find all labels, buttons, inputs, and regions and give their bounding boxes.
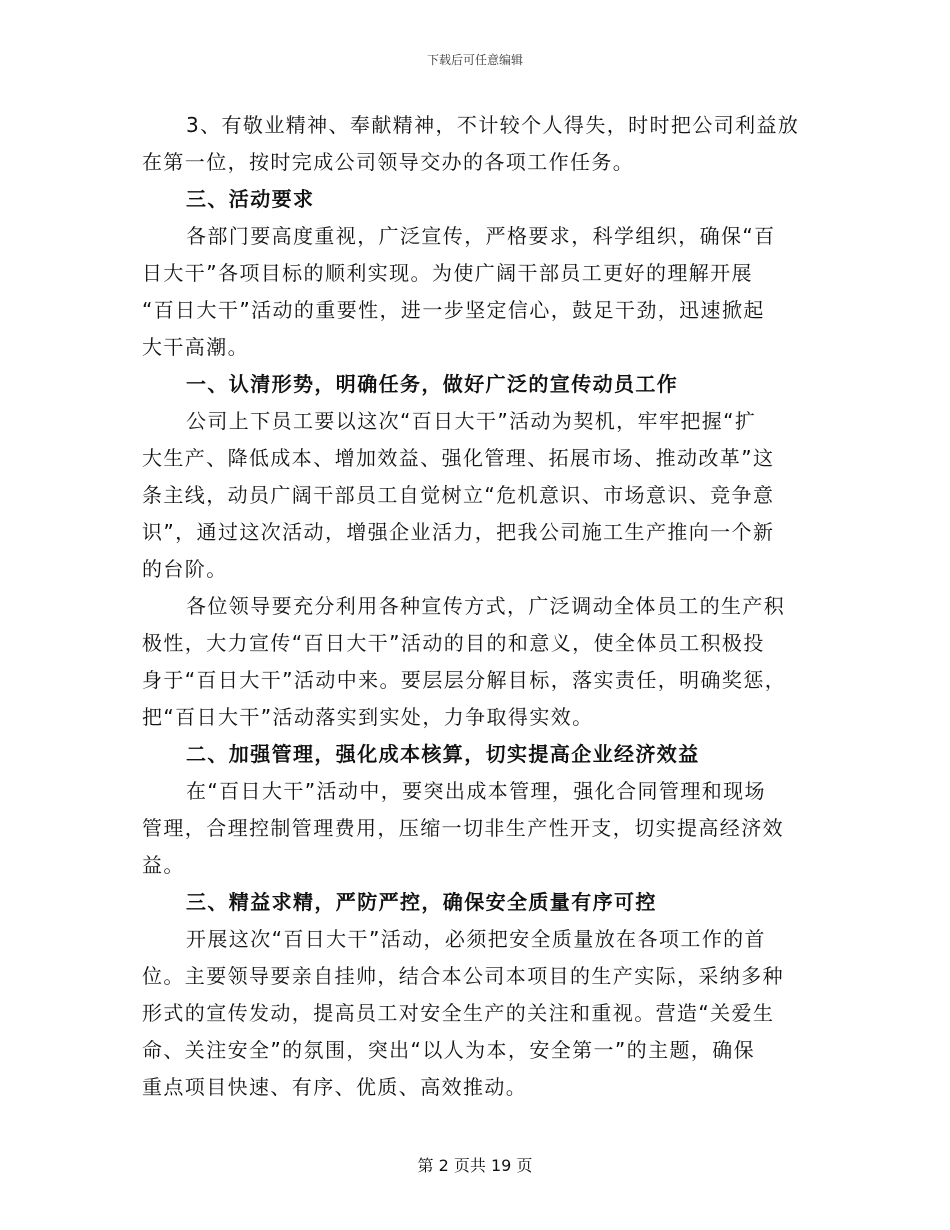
heading-section-one: 一、认清形势，明确任务，做好广泛的宣传动员工作: [186, 372, 679, 396]
heading-section-two: 二、加强管理，强化成本核算，切实提高企业经济效益: [186, 742, 700, 766]
paragraph-publicity: 各位领导要充分利用各种宣传方式，广泛调动全体员工的生产积 极性，大力宣传“百日大干”活动的目的和意义，使全体员工积极投 身于“百日大干”活动中来。要层层分解目标，落实责任，明确奖惩， 把“百日大干”活动落实到实处，力争取得实效。: [142, 594, 787, 729]
document-body: [142, 107, 808, 1106]
paragraph-cost-management: 在“百日大干”活动中，要突出成本管理，强化合同管理和现场 管理，合理控制管理费用，压缩一切非生产性开支，切实提高经济效 益。: [142, 779, 784, 877]
page-footer: 第 2 页共 19 页: [417, 1156, 533, 1175]
heading-section-three: 三、精益求精，严防严控，确保安全质量有序可控: [186, 890, 657, 914]
page-header: 下载后可任意编辑: [426, 53, 523, 67]
paragraph-requirements: 各部门要高度重视，广泛宣传，严格要求，科学组织，确保“百 日大干”各项目标的顺利实现。为使广阔干部员工更好的理解开展 “百日大干”活动的重要性，进一步坚定信心，鼓足干劲，迅速掀起 大干高潮。: [142, 224, 776, 359]
paragraph-mobilization: 公司上下员工要以这次“百日大干”活动为契机，牢牢把握“扩 大生产、降低成本、增加效益、强化管理、拓展市场、推动改革”这 条主线，动员广阔干部员工自觉树立“危机意识、市场意识、竞争意 识”，通过这次活动，增强企业活力，把我公司施工生产推向一个新 的台阶。: [142, 409, 775, 581]
paragraph-safety-quality: 开展这次“百日大干”活动，必须把安全质量放在各项工作的首 位。主要领导要亲自挂帅，结合本公司本项目的生产实际，采纳多种 形式的宣传发动，提高员工对安全生产的关注和重视。营造“关爱生 命、关注安全”的氛围，突出“以人为本，安全第一”的主题，确保 重点项目快速、有序、优质、高效推动。: [142, 927, 784, 1099]
heading-activity-requirements: 三、活动要求: [186, 187, 315, 211]
paragraph-commitment: 3、有敬业精神、奉献精神，不计较个人得失，时时把公司利益放 在第一位，按时完成公司领导交办的各项工作任务。: [142, 113, 800, 174]
